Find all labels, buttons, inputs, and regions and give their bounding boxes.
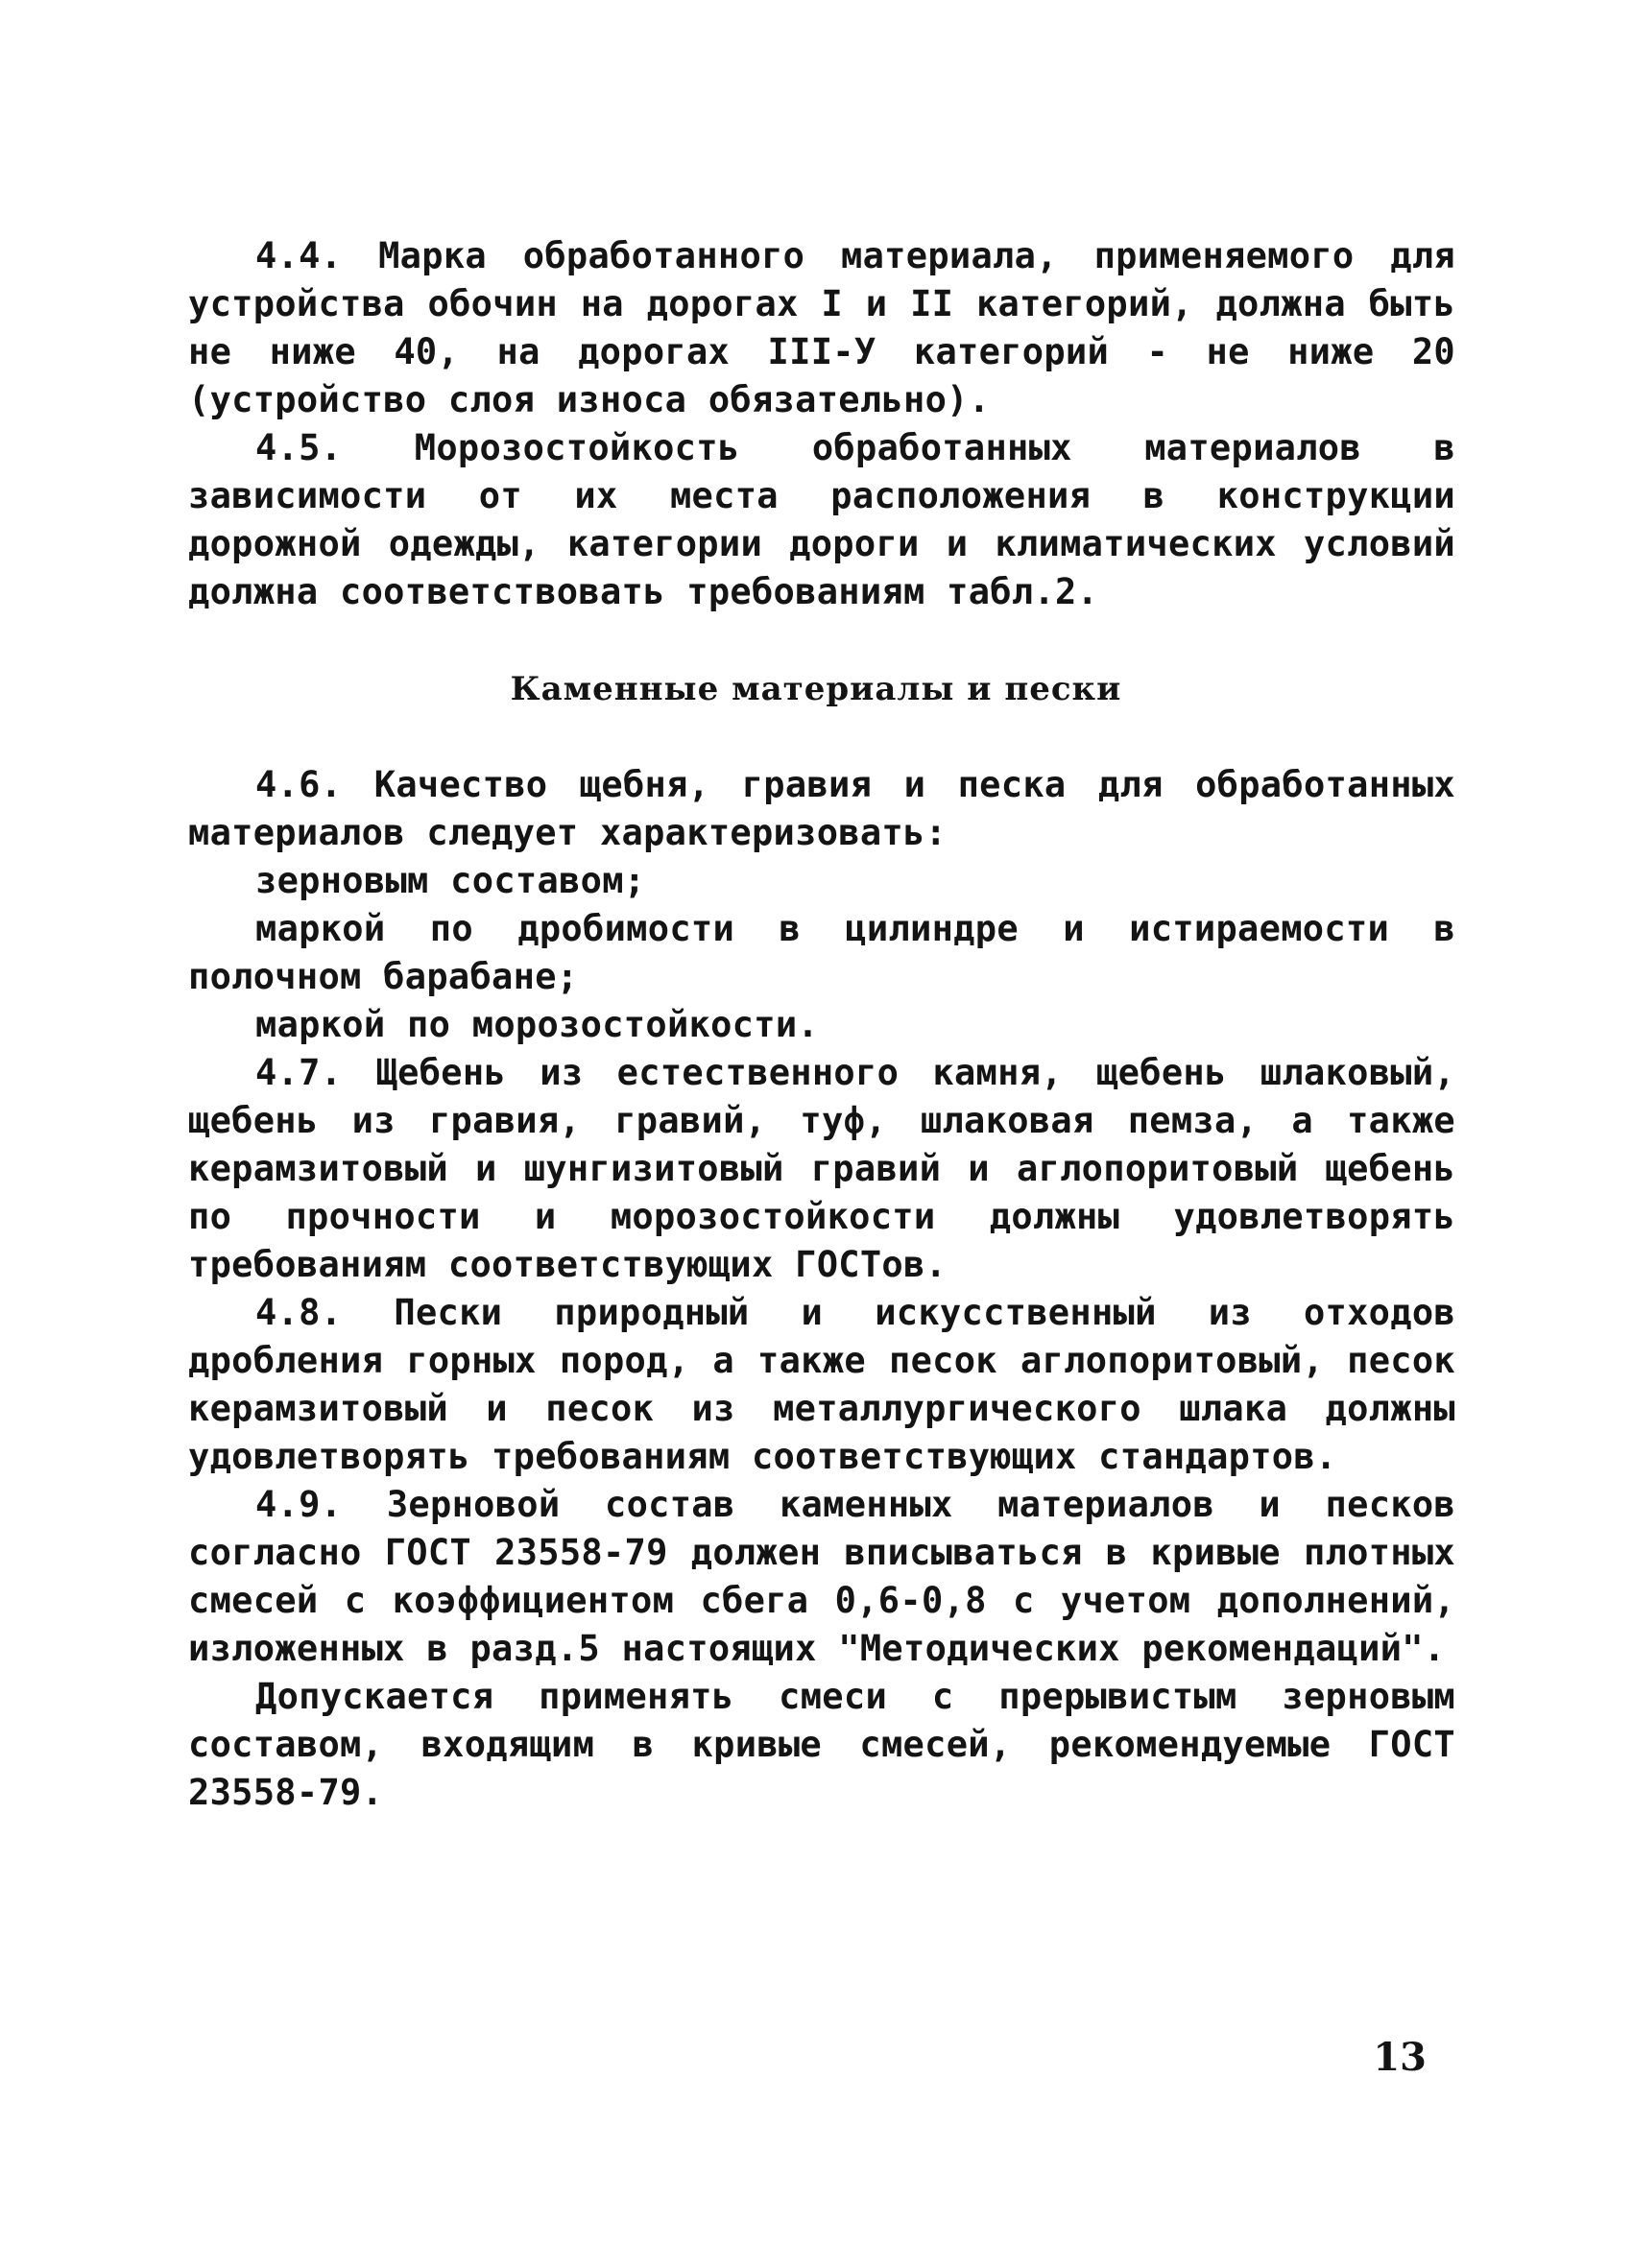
paragraph-4-8: 4.8. Пески природный и искусственный из отходов дробления горных пород, а также песок аглопоритовый, песок керамзитовый и песок из металлургического шлака должны удовлетворять требованиям соответствующих стандартов. (188, 1292, 1455, 1477)
paragraph-allowance: Допускается применять смеси с прерывистым зерновым составом, входящим в кривые смесей, рекомендуемые ГОСТ 23558-79. (188, 1676, 1455, 1813)
paragraph-4-5: 4.5. Морозостойкость обработанных материалов в зависимости от их места расположения в конструкции дорожной одежды, категории дороги и климатических условий должна соответствовать требованиям табл.2. (188, 427, 1455, 612)
text-section-top (188, 232, 1455, 616)
page-number: 13 (1373, 2035, 1427, 2080)
paragraph-4-6: 4.6. Качество щебня, гравия и песка для обработанных материалов следует характеризовать: (188, 764, 1455, 853)
paragraph-4-4: 4.4. Марка обработанного материала, применяемого для устройства обочин на дорогах I и II категорий, должна быть не ниже 40, на дорогах III-У категорий - не ниже 20 (устройство слоя износа обязательно). (188, 235, 1455, 420)
paragraph-4-9: 4.9. Зерновой состав каменных материалов и песков согласно ГОСТ 23558-79 должен вписываться в кривые плотных смесей с коэффициентом сбега 0,6-0,8 с учетом дополнений, изложенных в разд.5 настоящих "Методических рекомендаций". (188, 1484, 1455, 1669)
section-heading: Каменные материалы и пески (510, 670, 1122, 708)
paragraph-4-7: 4.7. Щебень из естественного камня, щебень шлаковый, щебень из гравия, гравий, туф, шлаковая пемза, а также керамзитовый и шунгизитовый гравий и аглопоритовый щебень по прочности и морозостойкости должны удовлетворять требованиям соответствующих ГОСТов. (188, 1052, 1455, 1285)
list-item: маркой по морозостойкости. (255, 1004, 819, 1045)
list-item: маркой по дробимости в цилиндре и истираемости в полочном барабане; (188, 908, 1455, 997)
list-item: зерновым составом; (255, 860, 646, 901)
text-section-main (188, 761, 1455, 1817)
